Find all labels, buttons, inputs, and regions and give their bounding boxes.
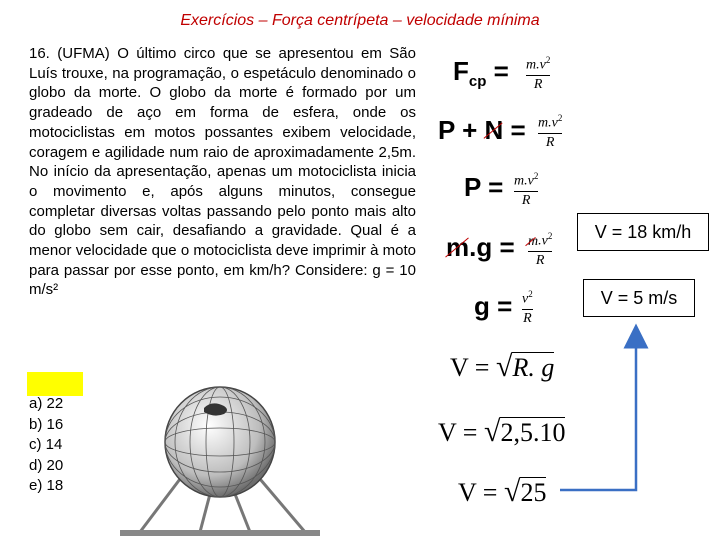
sqrt-symbol: √: [503, 475, 521, 508]
formula-g: g =: [474, 291, 513, 321]
option-c: c) 14: [29, 436, 63, 453]
fraction-mv2-r-2: $m.v^2$ R: [538, 113, 563, 150]
formula-v-sqrt-rg: V = √R. g: [450, 350, 555, 383]
sqrt-symbol: √: [495, 350, 513, 383]
struck-m-right: m: [528, 233, 539, 249]
slide-title: Exercícios – Força centrípeta – velocidade mínima: [180, 12, 540, 29]
fraction-v2-r: $v^2$ R: [522, 289, 533, 326]
question-text: 16. (UFMA) O último circo que se apresentou em São Luís trouxe, na programação, o espetáculo denominado o globo da morte. O globo da morte é formado por um gradeado de aço em forma de esfera, onde os motociclistas em motos possantes exibem velocidade, coragem e agilidade num raio de aproximadamente 2,5m. No início da apresentação, apenas um motociclista inicia o movimento e, após alguns minutos, consegue completar diversas voltas passando pelo ponto mais alto do globo sem cair, desafiando a gravidade. Qual é a menor velocidade que o motociclista deve imprimir à moto para passar por esse ponto, em km/h? Considere: g = 10 m/s²: [29, 45, 416, 299]
formula-mg: m.g =: [446, 232, 515, 262]
struck-n: N: [484, 115, 504, 145]
result-kmh-box: V = 18 km/h: [577, 213, 709, 251]
fraction-mv2-r-3: $m.v^2$ R: [514, 171, 539, 208]
formula-p-plus-n: P + N =: [438, 115, 526, 145]
struck-m-left: m: [446, 232, 470, 262]
option-e: e) 18: [29, 477, 64, 494]
formula-p: P =: [464, 172, 504, 202]
formula-v-sqrt-25: V = √25: [458, 475, 547, 508]
formula-centripetal: $F_{cp}$ =: [453, 56, 509, 91]
sqrt-symbol: √: [483, 415, 501, 448]
option-d: d) 20: [29, 456, 64, 474]
option-b: b) 16: [29, 415, 64, 433]
result-ms-box: V = 5 m/s: [583, 279, 695, 317]
fraction-mv2-r-4: $m.v^2$ R: [528, 231, 553, 268]
option-a: a) 22: [29, 395, 64, 412]
fraction-mv2-r-1: $m.v^2$ R: [526, 55, 551, 92]
formula-v-sqrt-values: V = √2,5.10: [438, 415, 566, 448]
